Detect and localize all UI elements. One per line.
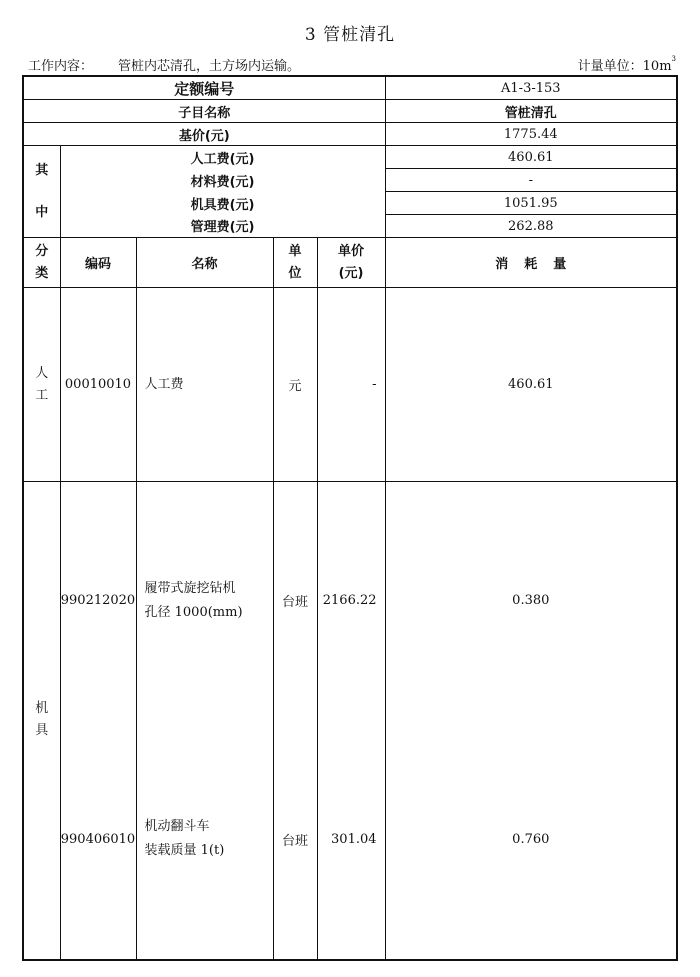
col-consumption-char-3: 量 [553, 257, 567, 272]
of-which-char-1: 其 [35, 162, 49, 178]
labor-qty: 460.61 [385, 288, 677, 482]
work-content-label: 工作内容： [28, 59, 94, 74]
measure-unit-superscript: 3 [671, 55, 676, 63]
machine-cost-label: 机具费(元) [60, 192, 385, 215]
col-category-char-1: 分 [35, 243, 49, 259]
machine-1-unit: 台班 [273, 482, 317, 720]
machine-1-qty: 0.380 [385, 482, 677, 720]
machine-1-name-line-1: 履带式旋挖钻机 [144, 580, 236, 596]
material-cost-row [23, 169, 677, 192]
machine-1-code: 990212020 [60, 482, 136, 720]
machine-2-name-line-2: 装载质量 1(t) [144, 843, 225, 858]
col-name: 名称 [136, 238, 273, 288]
machine-1-name [136, 482, 273, 720]
table-row [23, 482, 677, 720]
base-price-value: 1775.44 [385, 123, 677, 146]
meta-line [28, 55, 676, 73]
item-name-label: 子目名称 [23, 100, 385, 123]
col-unit-char-1: 单 [288, 243, 302, 259]
labor-cost-label: 人工费(元) [60, 146, 385, 169]
work-content: 管桩内芯清孔，土方场内运输。 [118, 59, 301, 74]
base-price-row [23, 123, 677, 146]
material-cost-label: 材料费(元) [60, 169, 385, 192]
item-name-value: 管桩清孔 [385, 100, 677, 123]
col-category-char-2: 类 [35, 265, 49, 281]
material-cost-value: - [385, 169, 677, 192]
col-unit-char-2: 位 [288, 265, 302, 281]
machine-cost-value: 1051.95 [385, 192, 677, 215]
machine-1-name-line-2: 孔径 1000(mm) [144, 604, 243, 620]
page-title: 3 管桩清孔 [304, 25, 396, 45]
machine-cost-row [23, 192, 677, 215]
col-code: 编码 [60, 238, 136, 288]
machine-2-name [136, 720, 273, 960]
labor-cost-row [23, 146, 677, 169]
quota-code-value: A1-3-153 [385, 76, 677, 100]
mgmt-cost-label: 管理费(元) [60, 215, 385, 238]
col-consumption-char-1: 消 [495, 257, 509, 272]
labor-category-cell [23, 288, 60, 482]
machine-2-qty: 0.760 [385, 720, 677, 960]
col-price-line-1: 单价 [338, 243, 365, 259]
col-unit [273, 238, 317, 288]
base-price-label: 基价(元) [23, 123, 385, 146]
labor-cost-value: 460.61 [385, 146, 677, 169]
quota-code-row [23, 76, 677, 100]
column-header-row [23, 238, 677, 288]
labor-name: 人工费 [136, 288, 273, 482]
measure-unit-text: 计量单位：10m [577, 59, 672, 74]
labor-category-char-1: 人 [35, 365, 49, 381]
machine-2-name-line-1: 机动翻斗车 [144, 819, 210, 834]
machine-category-char-1: 机 [35, 701, 49, 717]
machine-category-char-2: 具 [35, 723, 49, 739]
labor-price: - [317, 288, 385, 482]
col-category [23, 238, 60, 288]
labor-category-char-2: 工 [35, 387, 49, 403]
mgmt-cost-row [23, 215, 677, 238]
machine-2-code: 990406010 [60, 720, 136, 960]
of-which-char-2: 中 [35, 204, 49, 220]
col-consumption [385, 238, 677, 288]
labor-code: 00010010 [60, 288, 136, 482]
col-price [317, 238, 385, 288]
measure-unit [578, 55, 676, 74]
mgmt-cost-value: 262.88 [385, 215, 677, 238]
col-price-line-2: (元) [338, 265, 364, 281]
table-row [23, 288, 677, 482]
machine-category-cell [23, 482, 60, 960]
table-row [23, 720, 677, 960]
machine-2-price: 301.04 [317, 720, 385, 960]
labor-unit: 元 [273, 288, 317, 482]
machine-1-price: 2166.22 [317, 482, 385, 720]
of-which-cell [23, 146, 60, 238]
quota-code-label: 定额编号 [23, 76, 385, 100]
item-name-row [23, 100, 677, 123]
quota-table [22, 75, 678, 961]
machine-2-unit: 台班 [273, 720, 317, 960]
col-consumption-char-2: 耗 [524, 257, 538, 272]
